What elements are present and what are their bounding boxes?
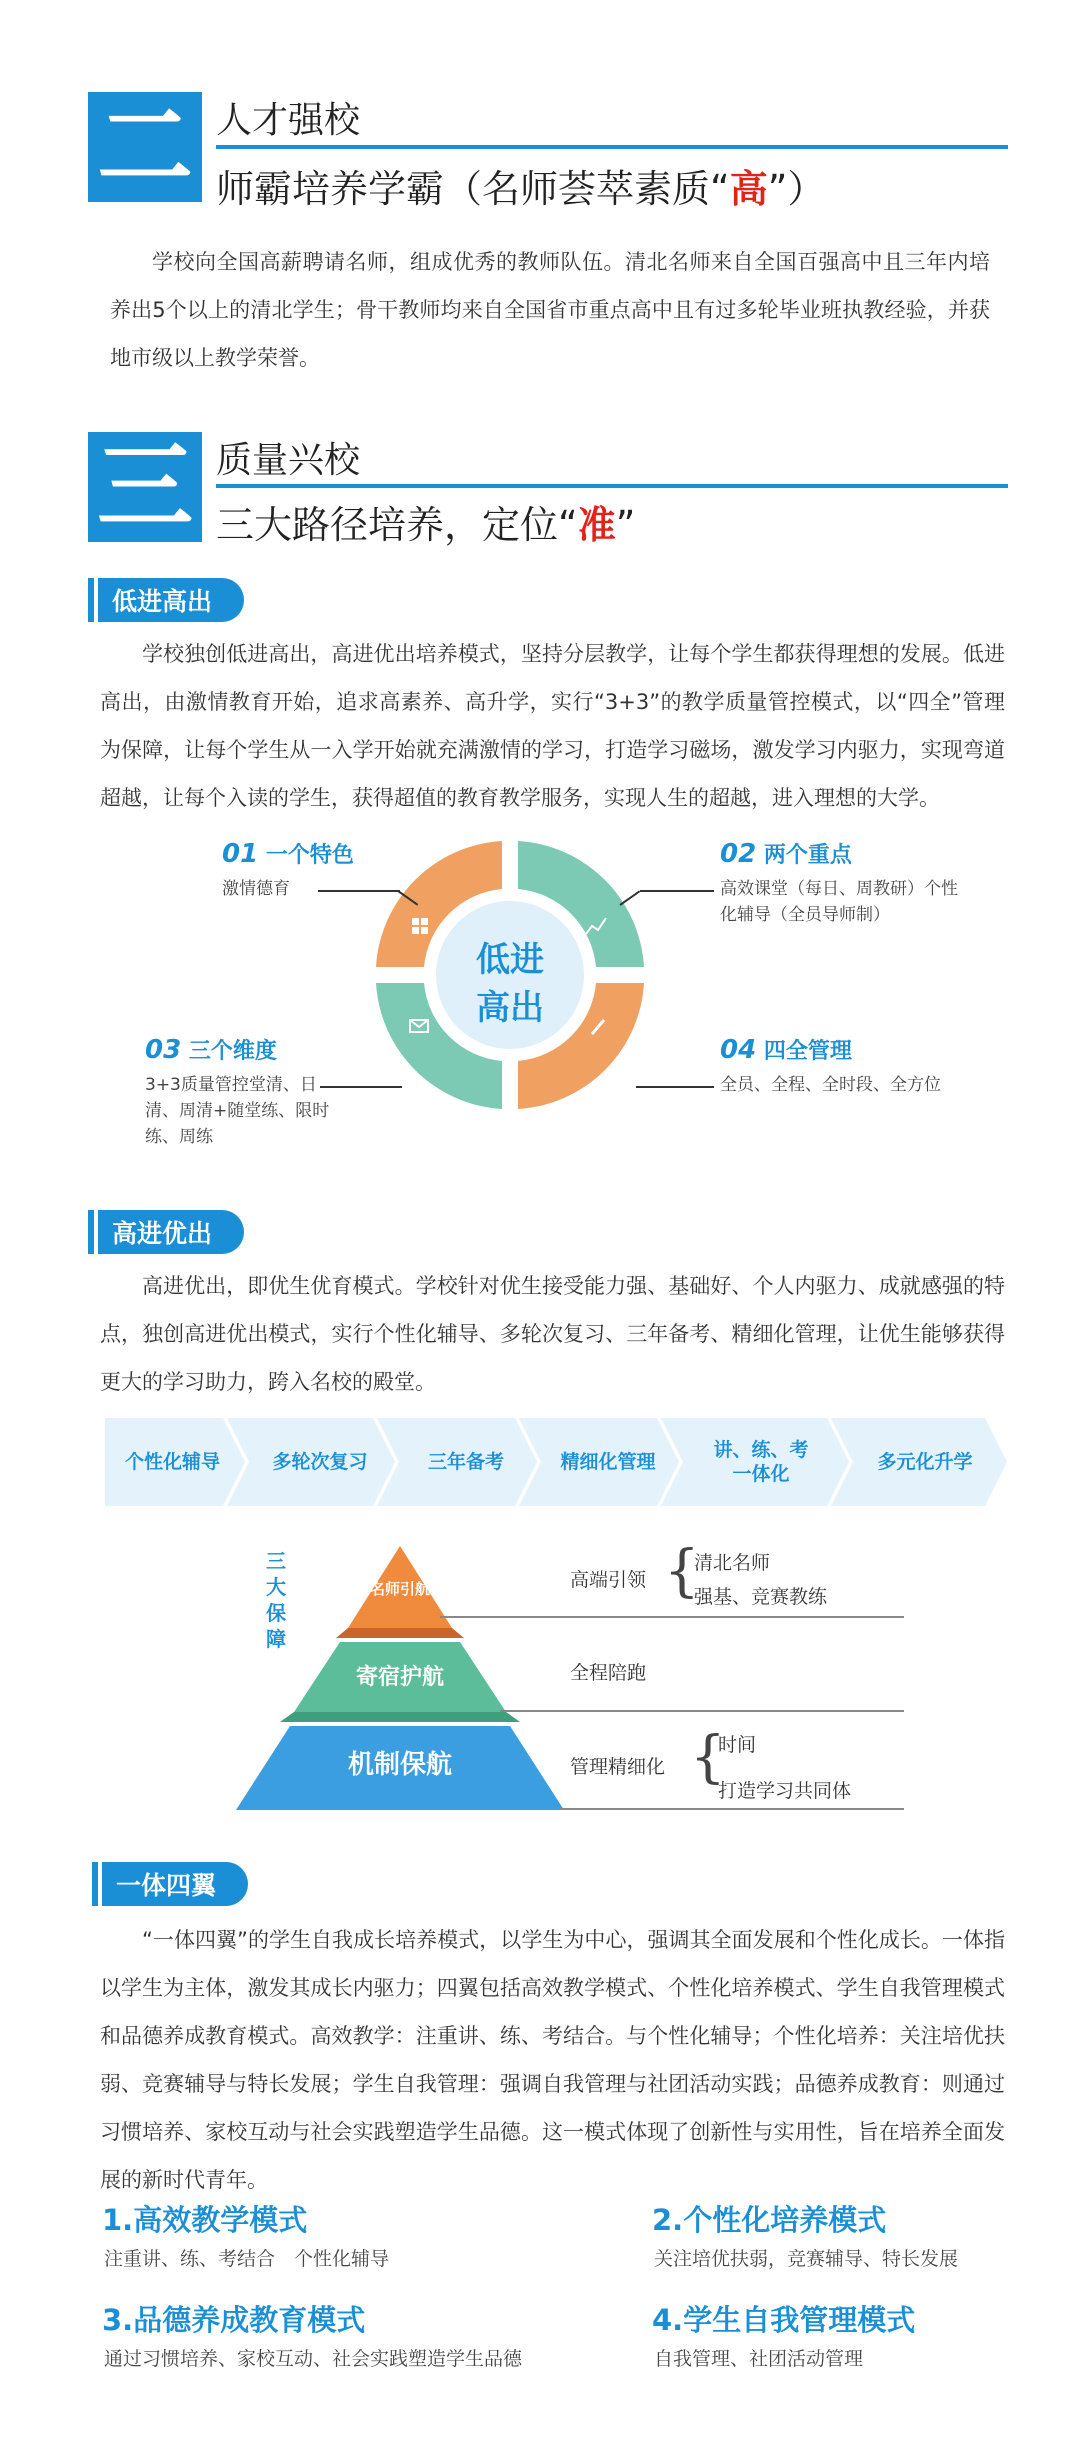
mode-3-text: 通过习惯培养、家校互动、社会实践塑造学生品德	[104, 2348, 523, 2370]
pyramid-mid-label: 寄宿护航	[355, 1665, 444, 1690]
section-number-2: 二	[88, 92, 202, 202]
mode-1-title: 1.高效教学模式	[102, 2203, 308, 2237]
pyramid-row2-label: 全程陪跑	[570, 1662, 647, 1684]
pyramid-row1-b: 强基、竞赛教练	[694, 1586, 828, 1608]
ring-item-04-text: 全员、全程、全时段、全方位	[720, 1075, 941, 1095]
subtitle-pre: 师霸培养学霸（名师荟萃素质“	[216, 167, 730, 211]
leader-line	[318, 890, 400, 892]
ring-item-04-title: 04 四全管理	[720, 1035, 852, 1065]
subtitle-post: ”	[615, 503, 636, 547]
ring-item-01-text: 激情德育	[222, 879, 290, 899]
section-divider	[216, 484, 1008, 488]
pyramid-bottom-label: 机制保航	[347, 1750, 452, 1780]
pyramid-middle-shadow	[280, 1712, 520, 1722]
pyramid-row3-label: 管理精细化	[570, 1756, 666, 1778]
brace: {	[690, 1725, 726, 1790]
subtitle-pre: 三大路径培养，定位“	[216, 503, 578, 547]
pyramid-top-shadow	[336, 1628, 464, 1638]
section-subtitle	[216, 494, 635, 549]
arrow-label-6: 多元化升学	[877, 1451, 973, 1473]
pyramid-row-line	[500, 1710, 904, 1712]
pyramid-row1-a: 清北名师	[694, 1552, 771, 1574]
arrow-label-4: 精细化管理	[560, 1451, 656, 1473]
tag-bar	[88, 1210, 94, 1254]
ring-center-line1: 低进	[476, 940, 544, 980]
tag-bar	[92, 1862, 98, 1906]
mode-3-title: 3.品德养成教育模式	[102, 2303, 366, 2337]
ring-item-03-title: 03 三个维度	[145, 1035, 277, 1065]
pyramid-row-line	[440, 1616, 904, 1618]
ring-center-line2: 高出	[476, 988, 544, 1028]
mode-2-title: 2.个性化培养模式	[652, 2203, 887, 2237]
mode-1-text: 注重讲、练、考结合 个性化辅导	[104, 2248, 390, 2270]
subtitle-post: ”）	[767, 167, 826, 211]
ring-item-02-title: 02 两个重点	[720, 839, 852, 869]
pyramid-row3-b: 打造学习共同体	[718, 1780, 852, 1802]
arrow-label-5: 讲、练、考一体化	[713, 1439, 809, 1485]
pyramid-row3-a: 时间	[718, 1734, 757, 1756]
brace: {	[664, 1539, 700, 1604]
section-number-3: 三	[88, 432, 202, 542]
subtitle-highlight: 高	[729, 167, 768, 211]
tag-high-best: 高进优出	[98, 1210, 244, 1254]
one-four-paragraph: “一体四翼”的学生自我成长培养模式，以学生为中心，强调其全面发展和个性化成长。一体指以学生为主体，激发其成长内驱力；四翼包括高效教学模式、个性化培养模式、学生自我管理模式和品德养成教育模式。高效教学：注重讲、练、考结合。与个性化辅导；个性化培养：关注培优扶弱、竞赛辅导与特长发展；学生自我管理：强调自我管理与社团活动实践；品德养成教育：则通过习惯培养、家校互动与社会实践塑造学生品德。这一模式体现了创新性与实用性，旨在培养全面发展的新时代青年。	[100, 1928, 1005, 2192]
section-subtitle	[216, 158, 825, 213]
arrow-label-3: 三年备考	[427, 1451, 504, 1473]
ring-item-02-text: 高效课堂（每日、周教研）个性化辅导（全员导师制）	[720, 879, 958, 925]
mode-4-title: 4.学生自我管理模式	[652, 2303, 916, 2337]
tag-one-four: 一体四翼	[102, 1862, 248, 1906]
pyramid-side-label: 三大保障	[266, 1549, 286, 1651]
ring-item-01-title: 01 一个特色	[222, 839, 354, 869]
low-high-paragraph: 学校独创低进高出，高进优出培养模式，坚持分层教学，让每个学生都获得理想的发展。低进高出，由激情教育开始，追求高素养、高升学，实行“3+3”的教学质量管控模式，以“四全”管理为保障，让每个学生从一入学开始就充满激情的学习，打造学习磁场，激发学习内驱力，实现弯道超越，让每个入读的学生，获得超值的教育教学服务，实现人生的超越，进入理想的大学。	[100, 642, 1005, 810]
pyramid-top-label: 名师引航	[370, 1580, 431, 1598]
leader-line	[636, 1086, 714, 1088]
section-divider	[216, 145, 1008, 149]
subtitle-highlight: 准	[577, 503, 616, 547]
mode-4-text: 自我管理、社团活动管理	[654, 2348, 864, 2370]
leader-line	[320, 1086, 402, 1088]
pyramid-row1-label: 高端引领	[570, 1569, 647, 1591]
high-best-paragraph: 高进优出，即优生优育模式。学校针对优生接受能力强、基础好、个人内驱力、成就感强的特点，独创高进优出模式，实行个性化辅导、多轮次复习、三年备考、精细化管理，让优生能够获得更大的学习助力，跨入名校的殿堂。	[100, 1274, 1005, 1394]
mode-2-text: 关注培优扶弱，竞赛辅导、特长发展	[654, 2248, 959, 2270]
section-paragraph: 学校向全国高薪聘请名师，组成优秀的教师队伍。清北名师来自全国百强高中且三年内培养出5个以上的清北学生；骨干教师均来自全国省市重点高中且有过多轮毕业班执教经验，并获地市级以上教学荣誉。	[110, 250, 990, 370]
arrow-label-1: 个性化辅导	[124, 1451, 220, 1473]
leader-line	[640, 890, 714, 892]
section-title: 人才强校	[216, 100, 361, 141]
ring-item-03-text: 3+3质量管控堂清、日清、周清+随堂练、限时练、周练	[145, 1075, 330, 1147]
tag-bar	[88, 578, 94, 622]
tag-low-high: 低进高出	[98, 578, 244, 622]
ring-center-label	[436, 936, 584, 1032]
arrow-label-2: 多轮次复习	[272, 1451, 368, 1473]
section-title: 质量兴校	[216, 440, 361, 481]
pyramid-row-line	[560, 1808, 904, 1810]
